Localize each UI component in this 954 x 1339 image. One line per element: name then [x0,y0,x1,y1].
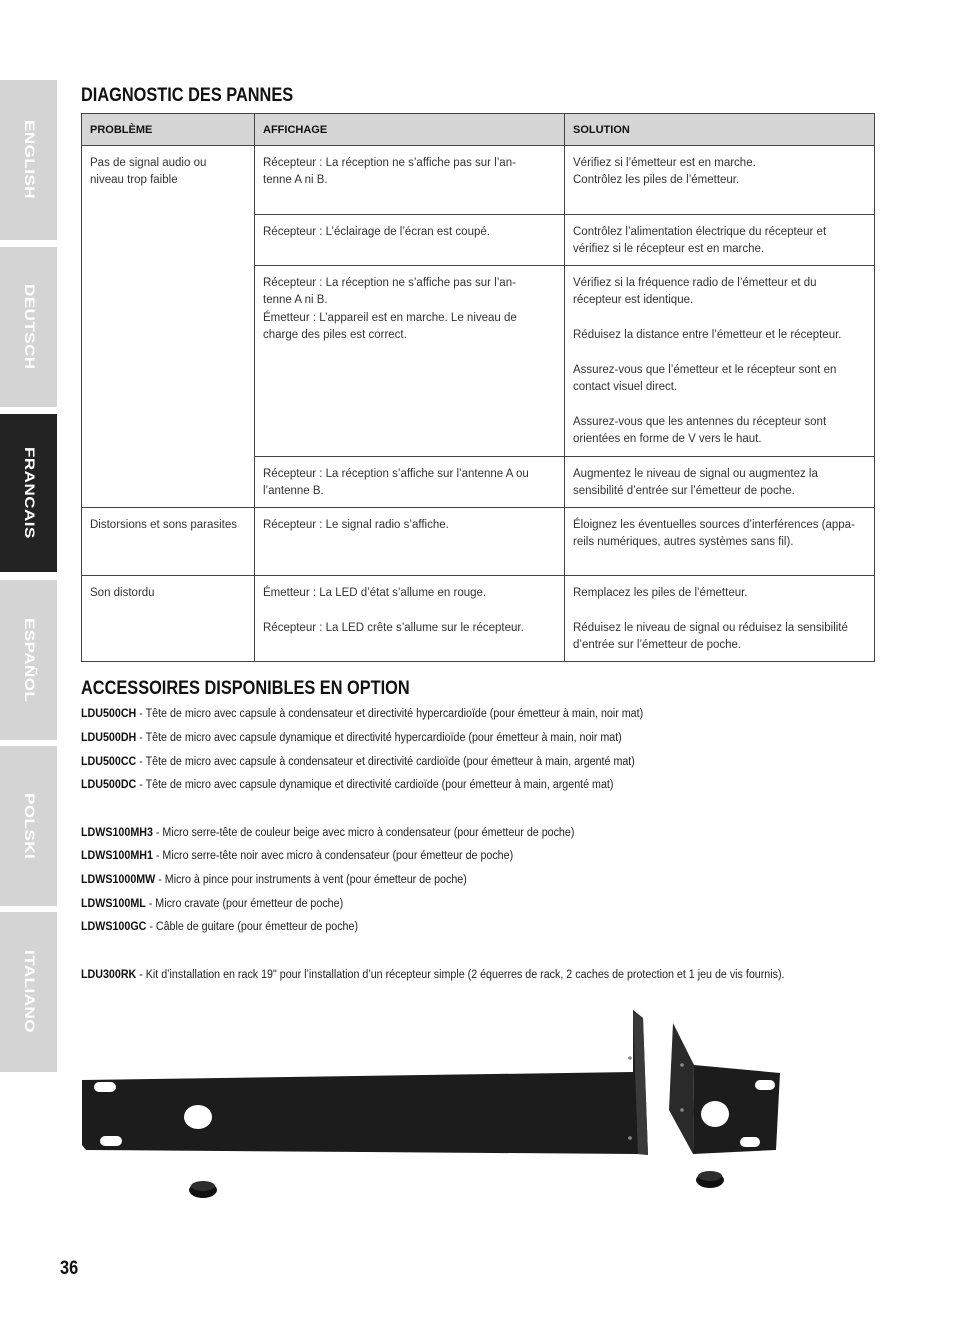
list-item [81,969,785,981]
solution-cell: Contrôlez l’alimentation électrique du récepteur et vérifiez si le récepteur est en marche. [565,215,875,266]
protective-cap [189,1181,217,1198]
product-code: LDU500CC [81,756,137,768]
table-header-row [82,114,875,146]
tab-deutsch[interactable] [0,247,57,407]
problem-cell: Distorsions et sons parasites [82,507,255,575]
product-description: - Micro cravate (pour émetteur de poche) [145,898,344,910]
page-number: 36 [60,1258,79,1279]
product-code: LDU300RK [81,969,137,981]
list-item [81,756,635,768]
product-code: LDU500DH [81,732,137,744]
display-cell: Récepteur : La réception ne s’affiche pas sur l’an- tenne A ni B. [255,146,565,215]
solution-cell: Vérifiez si la fréquence radio de l’émetteur et du récepteur est identique. Réduisez la distance entre l’émetteur et le récepteur. Assurez-vous que l’émetteur et le récepteur sont en contact visuel direct. Assurez-vous que les antennes du récepteur sont orientées en forme de V vers le haut. [565,265,875,456]
tab-label: ENGLISH [21,120,37,200]
product-description: - Tête de micro avec capsule dynamique et directivité hypercardioïde (pour émetteur à main, noir mat) [136,732,622,744]
product-code: LDWS100GC [81,921,147,933]
short-rack-bracket [669,1023,780,1154]
list-item [81,732,622,744]
tab-english[interactable] [0,80,57,240]
list-item [81,779,613,791]
tab-espanol[interactable] [0,580,57,740]
display-cell: Récepteur : Le signal radio s’affiche. [255,507,565,575]
tab-polski[interactable] [0,746,57,906]
display-cell: Émetteur : La LED d’état s’allume en rouge. Récepteur : La LED crête s’allume sur le récepteur. [255,575,565,661]
solution-cell: Augmentez le niveau de signal ou augmentez la sensibilité d’entrée sur l’émetteur de poche. [565,456,875,507]
accessories-title: ACCESSOIRES DISPONIBLES EN OPTION [81,678,410,699]
diagnostic-title: DIAGNOSTIC DES PANNES [81,85,294,106]
display-cell: Récepteur : L’éclairage de l’écran est coupé. [255,215,565,266]
product-description: - Tête de micro avec capsule à condensateur et directivité cardioïde (pour émetteur à main, argenté mat) [136,756,635,768]
list-item [81,850,513,862]
diagnostic-table [81,113,875,662]
product-code: LDWS100MH1 [81,850,153,862]
tab-label: FRANCAIS [21,447,37,539]
protective-cap [696,1171,724,1188]
rack-kit-image [78,1010,788,1205]
tab-italiano[interactable] [0,912,57,1072]
solution-cell: Éloignez les éventuelles sources d’interférences (appa- reils numériques, autres systèmes sans fil). [565,507,875,575]
tab-francais[interactable] [0,414,57,572]
header-solution: SOLUTION [565,114,875,146]
product-code: LDU500CH [81,708,137,720]
product-description: - Tête de micro avec capsule à condensateur et directivité hypercardioïde (pour émetteur à main, noir mat) [136,708,644,720]
solution-cell: Vérifiez si l’émetteur est en marche. Contrôlez les piles de l’émetteur. [565,146,875,215]
tab-label: DEUTSCH [21,284,37,370]
product-description: - Micro serre-tête noir avec micro à condensateur (pour émetteur de poche) [152,850,514,862]
problem-cell: Pas de signal audio ou niveau trop faible [82,146,255,508]
product-code: LDU500DC [81,779,137,791]
product-description: - Tête de micro avec capsule dynamique et directivité cardioïde (pour émetteur à main, argenté mat) [136,779,614,791]
display-cell: Récepteur : La réception ne s’affiche pas sur l’an- tenne A ni B. Émetteur : L’appareil est en marche. Le niveau de charge des piles est correct. [255,265,565,456]
list-item [81,898,343,910]
product-description: - Kit d’installation en rack 19" pour l’installation d’un récepteur simple (2 équerres de rack, 2 caches de protection et 1 jeu de vis fournis). [136,969,785,981]
product-description: - Micro serre-tête de couleur beige avec micro à condensateur (pour émetteur de poche) [152,827,575,839]
long-rack-bracket [82,1010,648,1155]
table-row [82,507,875,575]
tab-label: ITALIANO [21,950,37,1034]
table-row [82,575,875,661]
list-item [81,708,643,720]
product-code: LDWS100MH3 [81,827,153,839]
display-cell: Récepteur : La réception s’affiche sur l’antenne A ou l’antenne B. [255,456,565,507]
header-probleme: PROBLÈME [82,114,255,146]
tab-label: POLSKI [21,792,37,860]
header-affichage: AFFICHAGE [255,114,565,146]
product-description: - Micro à pince pour instruments à vent (pour émetteur de poche) [155,874,467,886]
product-code: LDWS100ML [81,898,146,910]
solution-cell: Remplacez les piles de l’émetteur. Réduisez le niveau de signal ou réduisez la sensibilité d’entrée sur l’émetteur de poche. [565,575,875,661]
table-row [82,146,875,215]
problem-cell: Son distordu [82,575,255,661]
list-item [81,874,467,886]
product-code: LDWS1000MW [81,874,156,886]
list-item [81,827,574,839]
list-item [81,921,358,933]
tab-label: ESPAÑOL [21,617,37,703]
product-description: - Câble de guitare (pour émetteur de poche) [146,921,359,933]
